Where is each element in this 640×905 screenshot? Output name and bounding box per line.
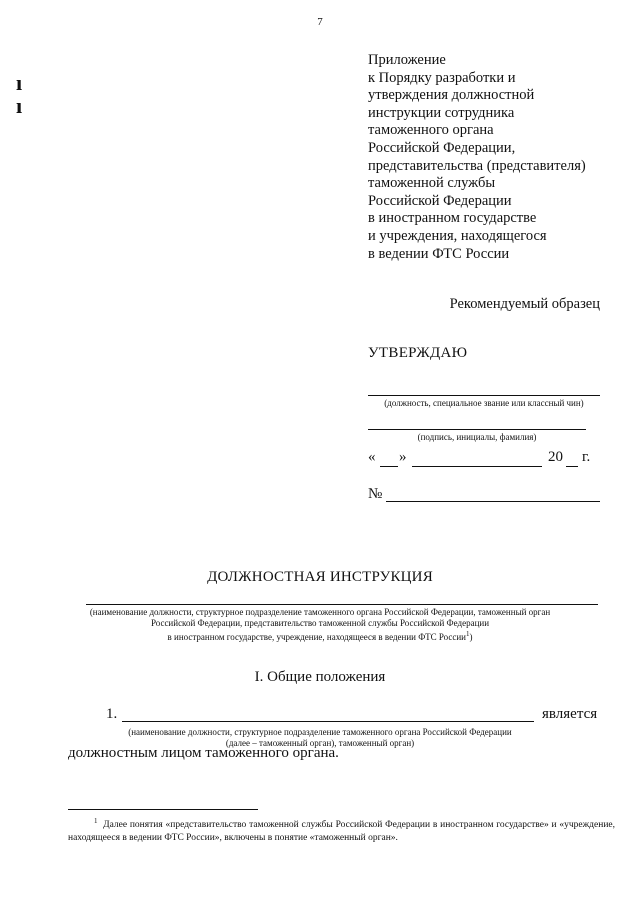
position-line <box>368 395 600 396</box>
year-suffix: г. <box>582 449 591 465</box>
footnote <box>68 815 615 845</box>
date-open-quote: « <box>368 449 376 465</box>
date-close-quote: » <box>399 449 407 465</box>
approval-heading: УТВЕРЖДАЮ <box>368 345 468 361</box>
margin-mark-top: ı <box>16 70 23 95</box>
margin-mark-bottom: ı <box>16 93 23 118</box>
day-line <box>380 466 398 467</box>
section-heading: I. Общие положения <box>254 669 386 685</box>
appendix-line: Российской Федерации, <box>368 139 516 156</box>
footnote-reference: 1 <box>466 630 470 638</box>
signature-line <box>368 429 586 430</box>
appendix-line: таможенной службы <box>368 175 496 192</box>
signature-caption: (подпись, инициалы, фамилия) <box>417 432 537 442</box>
year-line <box>566 466 578 467</box>
appendix-line: представительства (представителя) <box>368 157 586 174</box>
appendix-line: утверждения должностной <box>368 87 535 104</box>
item-1-line <box>122 721 534 722</box>
title-caption-text: в иностранном государстве, учреждение, находящееся в ведении ФТС России <box>167 632 466 642</box>
item-1-continuation: должностным лицом таможенного органа. <box>68 745 339 761</box>
title-name-line <box>86 604 598 605</box>
item-1-row <box>68 706 602 726</box>
title-caption-line: (наименование должности, структурное подразделение таможенного органа Российской Федерации, таможенный орган <box>89 607 551 617</box>
approval-date-row <box>368 449 600 471</box>
year-prefix: 20 <box>548 449 563 465</box>
footnote-marker: 1 <box>94 817 98 825</box>
item-caption-line: (наименование должности, структурное подразделение таможенного органа Российской Федерации <box>128 727 512 737</box>
page-number: 7 <box>317 16 323 28</box>
appendix-block <box>368 52 633 263</box>
appendix-line: инструкции сотрудника <box>368 104 515 121</box>
appendix-line: Приложение <box>368 52 446 68</box>
title-caption-line <box>0 629 640 643</box>
appendix-line: в ведении ФТС России <box>368 245 510 262</box>
appendix-line: Российской Федерации <box>368 192 512 209</box>
appendix-line: к Порядку разработки и <box>368 69 516 86</box>
recommended-sample-label: Рекомендуемый образец <box>449 296 600 312</box>
number-line <box>386 501 600 502</box>
appendix-line: в иностранном государстве <box>368 210 537 227</box>
footnote-text: Далее понятия «представительство таможенной службы Российской Федерации в иностранном государстве» и «учреждение, находящееся в ведении ФТС России», включены в понятие «таможенный орган». <box>68 820 615 844</box>
item-trailing-word: является <box>542 706 598 722</box>
position-caption: (должность, специальное звание или классный чин) <box>384 398 584 408</box>
document-title: ДОЛЖНОСТНАЯ ИНСТРУКЦИЯ <box>207 569 433 585</box>
title-caption-close: ) <box>469 632 473 642</box>
appendix-line: и учреждения, находящегося <box>368 227 547 244</box>
item-number: 1. <box>106 706 118 722</box>
title-caption-line: Российской Федерации, представительство таможенной службы Российской Федерации <box>150 618 490 628</box>
appendix-line: таможенного органа <box>368 122 494 139</box>
footnote-separator <box>68 809 258 810</box>
approval-number-row <box>368 486 600 506</box>
title-caption <box>0 607 640 643</box>
item-caption-line: (далее – таможенный орган), таможенный орган) <box>225 738 415 748</box>
month-line <box>412 466 542 467</box>
number-sign: № <box>368 486 383 502</box>
